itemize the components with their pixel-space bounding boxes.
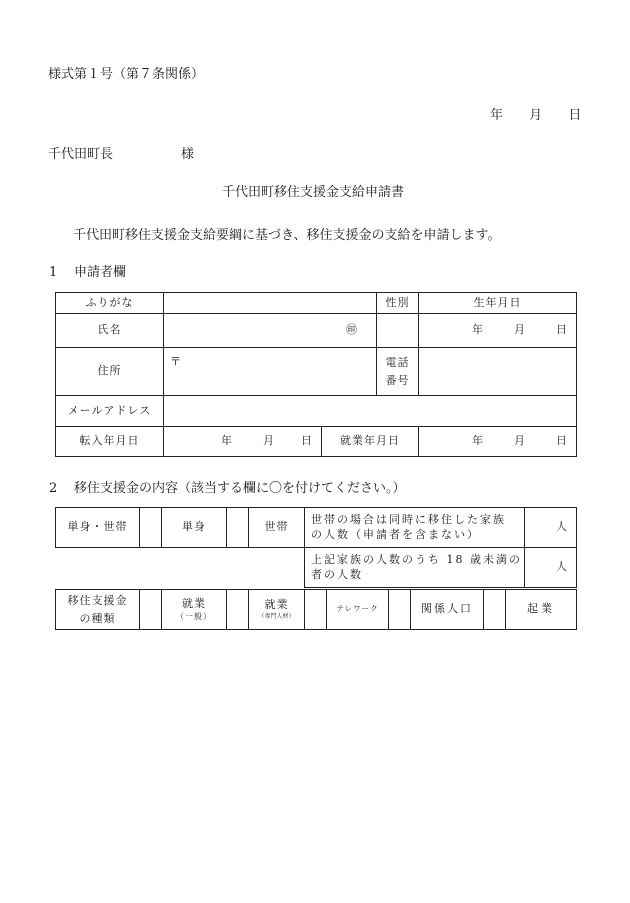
employment-year-unit: 年 xyxy=(472,434,484,448)
startup-check[interactable] xyxy=(484,590,506,630)
date-month: 月 xyxy=(529,108,543,123)
applicant-table xyxy=(55,292,577,457)
related-population-label: 関係人口 xyxy=(411,590,484,630)
employment-day-unit: 日 xyxy=(556,434,568,448)
type-table xyxy=(55,589,577,630)
household-count-line1: 世帯の場合は同時に移住した家族 xyxy=(311,512,506,526)
intro-text: 千代田町移住支援金支給要綱に基づき、移住支援金の支給を申請します。 xyxy=(73,228,501,243)
birth-year-unit: 年 xyxy=(472,323,484,337)
telework-check[interactable] xyxy=(305,590,327,630)
employment-date-label: 就業年月日 xyxy=(322,427,419,457)
postal-mark: 〒 xyxy=(170,355,182,368)
household-count-line2: の人数（申請者を含まない） xyxy=(311,527,480,541)
email-label: メールアドレス xyxy=(56,396,164,427)
section1-number: 1 xyxy=(49,265,58,280)
household-label: 世帯 xyxy=(249,508,305,548)
type-label xyxy=(56,590,140,630)
birthdate-input[interactable] xyxy=(419,314,577,348)
employment-date-input[interactable] xyxy=(419,427,577,457)
furigana-input[interactable] xyxy=(164,293,377,314)
employment-general-label xyxy=(162,590,227,630)
furigana-label: ふりがな xyxy=(56,293,164,314)
phone-label xyxy=(377,348,419,396)
type-label-line2: の種類 xyxy=(79,611,116,625)
under18-count-input[interactable] xyxy=(525,548,577,588)
phone-input[interactable] xyxy=(419,348,577,396)
birth-day-unit: 日 xyxy=(556,323,568,337)
seal-mark: ㊞ xyxy=(346,323,358,337)
related-population-check[interactable] xyxy=(389,590,411,630)
phone-label-line1: 電話 xyxy=(385,355,410,369)
phone-label-line2: 番号 xyxy=(385,373,410,387)
page-title: 千代田町移住支援金支給申請書 xyxy=(222,185,405,200)
section2-number: 2 xyxy=(49,481,58,496)
blank-area xyxy=(56,548,305,588)
date-line xyxy=(490,109,581,122)
name-label: 氏名 xyxy=(56,314,164,348)
employment-general-line2: （一般） xyxy=(176,611,212,621)
startup-label: 起業 xyxy=(506,590,577,630)
under18-count-unit: 人 xyxy=(556,560,568,574)
move-in-label: 転入年月日 xyxy=(56,427,164,457)
addressee-honorific: 様 xyxy=(181,147,195,162)
email-input[interactable] xyxy=(164,396,577,427)
section2-heading: 移住支援金の内容（該当する欄に〇を付けてください。） xyxy=(74,481,406,496)
address-label: 住所 xyxy=(56,348,164,396)
household-check-cell[interactable] xyxy=(227,508,249,548)
single-label: 単身 xyxy=(162,508,227,548)
telework-label: テレワーク xyxy=(327,590,389,630)
employment-month-unit: 月 xyxy=(514,434,526,448)
birthdate-label: 生年月日 xyxy=(419,293,577,314)
date-year: 年 xyxy=(490,108,504,123)
type-label-line1: 移住支援金 xyxy=(67,593,128,607)
move-in-input[interactable] xyxy=(164,427,322,457)
employment-special-line2: （専門人材） xyxy=(258,612,295,620)
employment-general-line1: 就業 xyxy=(182,596,206,610)
gender-label: 性別 xyxy=(377,293,419,314)
birth-month-unit: 月 xyxy=(514,323,526,337)
employment-special-label xyxy=(249,590,305,630)
addressee-name: 千代田町長 xyxy=(48,147,114,162)
gender-input[interactable] xyxy=(377,314,419,348)
under18-line2: 者の人数 xyxy=(311,567,363,581)
household-count-input[interactable] xyxy=(525,508,577,548)
form-number: 様式第１号（第７条関係） xyxy=(48,67,205,82)
move-in-year-unit: 年 xyxy=(221,434,233,448)
move-in-month-unit: 月 xyxy=(263,434,275,448)
under18-line1: 上記家族の人数のうち 18 歳未満の xyxy=(311,552,522,566)
employment-general-check[interactable] xyxy=(140,590,162,630)
household-count-unit: 人 xyxy=(556,520,568,534)
section1-heading: 申請者欄 xyxy=(74,265,127,280)
move-in-day-unit: 日 xyxy=(301,434,313,448)
employment-special-line1: 就業 xyxy=(264,598,289,612)
household-table xyxy=(55,507,577,588)
single-check-cell[interactable] xyxy=(140,508,162,548)
single-household-label: 単身・世帯 xyxy=(56,508,140,548)
date-day: 日 xyxy=(568,108,582,123)
address-input[interactable] xyxy=(164,348,377,396)
under18-label xyxy=(305,548,525,588)
employment-special-check[interactable] xyxy=(227,590,249,630)
household-count-label xyxy=(305,508,525,548)
name-input[interactable] xyxy=(164,314,377,348)
